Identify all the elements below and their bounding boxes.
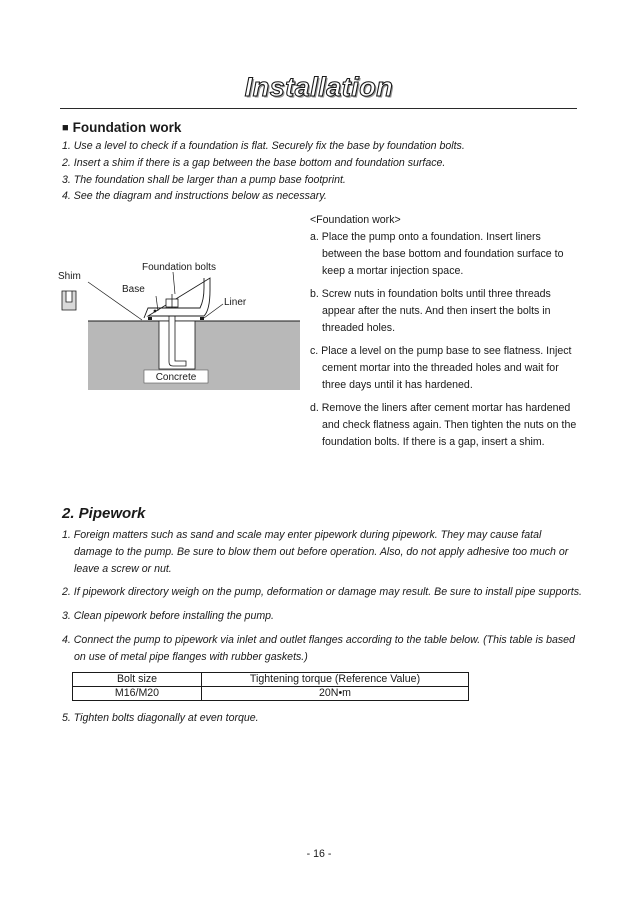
shim-icon [62,291,76,310]
step-item: d. Remove the liners after cement mortar has hardened and check flatness again. Then tighten the nuts on the foundation bolts. If there is a gap, insert a shim. [310,402,577,448]
bolts-label: Foundation bolts [142,262,216,273]
pipework-item: 3. Clean pipework before installing the pump. [62,610,274,623]
title-rule [60,108,577,109]
shim-label: Shim [58,271,81,282]
liner [200,317,204,320]
step-item: a. Place the pump onto a foundation. Insert liners between the base bottom and foundation surface to keep a mortar injection space. [310,231,564,277]
concrete-label: Concrete [155,372,197,383]
foundation-intro [62,138,582,205]
pipework-heading: 2. Pipework [62,505,146,522]
table-header: Bolt size [73,673,202,687]
foundation-heading-text: Foundation work [72,120,182,135]
foundation-steps [310,212,580,457]
table-header: Tightening torque (Reference Value) [202,673,469,687]
pipework-item: 1. Foreign matters such as sand and scale may enter pipework during pipework. They may cause fatal damage to the pump. Be sure to blow them out before operation. Also, do not apply adhesive too much or leave a screw or nut. [62,529,569,575]
foundation-heading [62,120,181,135]
liner-label: Liner [224,297,247,308]
page-title: Installation [244,72,394,102]
foundation-diagram [58,248,300,390]
intro-line: 4. See the diagram and instructions below as necessary. [62,190,327,203]
base-label: Base [122,284,145,295]
intro-line: 2. Insert a shim if there is a gap between the base bottom and foundation surface. [62,156,446,169]
step-item: b. Screw nuts in foundation bolts until three threads appear after the nuts. And then insert the bolts in threaded holes. [310,288,551,334]
intro-line: 3. The foundation shall be larger than a pump base footprint. [62,173,346,186]
pipework-item-5: 5. Tighten bolts diagonally at even torque. [62,712,259,724]
pipework-list [62,527,582,673]
liner [148,317,152,320]
pipework-item: 2. If pipework directory weigh on the pump, deformation or damage may result. Be sure to install pipe supports. [62,586,582,599]
step-item: c. Place a level on the pump base to see flatness. Inject cement mortar into the threaded holes and wait for three days until it has hardened. [310,345,572,391]
table-cell: 20N•m [202,687,469,701]
table-header-row [73,673,469,687]
page-number: - 16 - [306,848,332,860]
pump-base [144,278,210,318]
steps-heading: <Foundation work> [310,214,401,226]
square-bullet-icon: ■ [62,122,69,134]
pipework-item: 4. Connect the pump to pipework via inlet and outlet flanges according to the table below. (This table is based on use of metal pipe flanges with rubber gaskets.) [62,633,575,663]
table-row [73,687,469,701]
intro-line: 1. Use a level to check if a foundation is flat. Securely fix the base by foundation bolts. [62,140,465,152]
torque-table [72,672,469,701]
table-cell: M16/M20 [73,687,202,701]
